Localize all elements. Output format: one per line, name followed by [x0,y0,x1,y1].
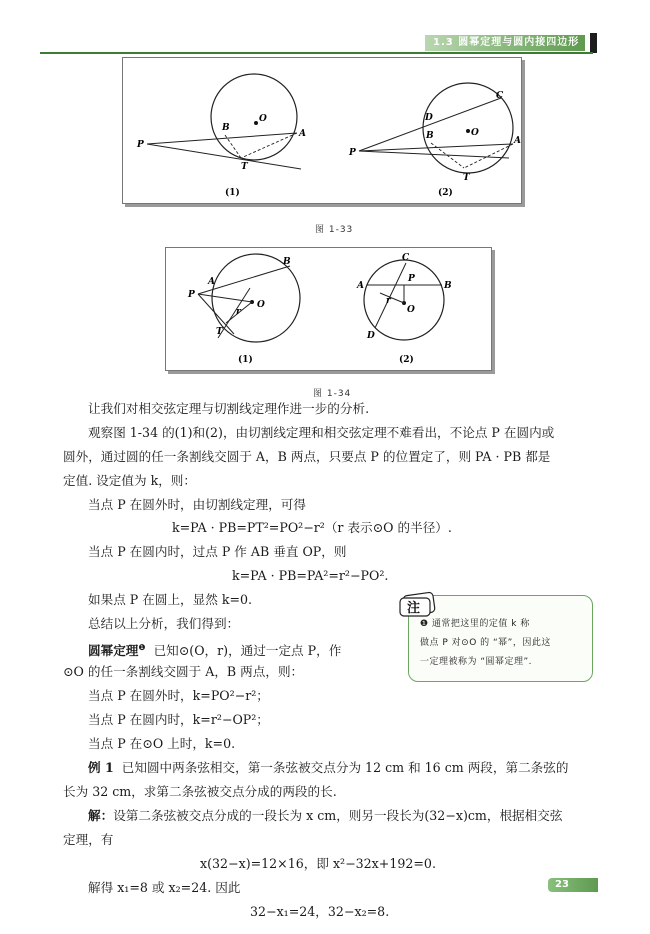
note-line-1: ❶ 通常把这里的定值 k 称 [420,619,530,629]
fig34-1-label-T: T [216,327,223,337]
fig34-1-label-P: P [188,290,195,300]
fig33-2-label-D: D [425,113,433,123]
para-inside: 当点 P 在圆内时，过点 P 作 AB 垂直 OP，则 [88,544,347,559]
theorem-case-on: 当点 P 在⊙O 上时，k=0. [88,736,236,751]
fig34-2-label-D: D [367,331,375,341]
solution-answer: 32−x₁=24，32−x₂=8. [250,904,390,919]
fig33-1-label-P: P [137,140,144,150]
fig33-2-label-P: P [349,148,356,158]
theorem-line-2: ⊙O 的任一条割线交圆于 A，B 两点，则： [63,664,304,679]
fig33-1-label-T: T [241,162,248,172]
formula-outside: k=PA · PB=PT²=PO²−r²（r 表示⊙O 的半径）. [172,520,452,535]
fig33-1-sublabel: (1) [225,188,240,198]
figure-1-33-drawing [123,58,521,203]
fig34-1-label-r: r [236,307,241,317]
theorem-case-outside: 当点 P 在圆外时，k=PO²−r²； [88,688,269,703]
fig33-2-label-A: A [514,136,521,146]
figure-1-33 [122,57,522,204]
fig34-1-label-O: O [257,300,265,310]
para-intro: 让我们对相交弦定理与切割线定理作进一步的分析. [88,401,370,416]
theorem-line-1 [88,638,341,661]
figure-1-34-caption: 图 1-34 [313,389,352,399]
example-line-1 [88,758,568,778]
formula-inside: k=PA · PB=PA²=r²−PO². [232,568,389,583]
solution-line-2: 定理，有 [63,832,114,847]
page-number: 23 [555,879,569,890]
example-line-2: 长为 32 cm，求第二条弦被交点分成的两段的长. [63,784,337,799]
para-observe-3: 定值. 设定值为 k，则： [63,473,196,488]
para-outside: 当点 P 在圆外时，由切割线定理，可得 [88,497,306,512]
solution-roots: 解得 x₁=8 或 x₂=24. 因此 [88,880,241,895]
fig34-2-label-C: C [402,253,410,263]
fig34-2-label-A: A [357,281,364,291]
figure-1-34 [165,247,492,371]
fig34-2-sublabel: (2) [399,355,414,365]
fig34-1-label-B: B [283,257,291,267]
fig33-2-label-O: O [471,128,479,138]
fig33-1-label-O: O [259,114,267,124]
fig33-2-label-B: B [426,131,434,141]
figure-1-34-drawing [166,248,491,370]
theorem-footnote-mark: ❶ [138,643,146,652]
para-observe-1: 观察图 1-34 的(1)和(2)，由切割线定理和相交弦定理不难看出，不论点 P 在圆内或 [88,425,555,440]
solution-label: 解： [88,808,114,823]
fig34-2-label-O: O [407,305,415,315]
note-tab-icon [396,588,446,618]
theorem-case-inside: 当点 P 在圆内时，k=r²−OP²； [88,712,269,727]
section-header: 1.3 圆幂定理与圆内接四边形 [425,35,585,51]
solution-equation: x(32−x)=12×16，即 x²−32x+192=0. [200,856,436,871]
fig34-2-label-r: r [386,296,391,306]
note-line-3: 一定理被称为 “圆幂定理”. [420,657,533,667]
theorem-text-1: 已知⊙(O，r)，通过一定点 P，作 [153,643,342,659]
solution-text-1: 设第二条弦被交点分成的一段长为 x cm，则另一段长为(32−x)cm，根据相交弦 [113,808,563,823]
note-line-2: 做点 P 对⊙O 的 “幂”，因此这 [420,638,551,648]
fig33-2-label-T: T [463,173,470,183]
example-text-1: 已知圆中两条弦相交，第一条弦被交点分为 12 cm 和 16 cm 两段，第二条弦的 [121,760,569,775]
header-rule [40,52,593,54]
fig34-2-label-P: P [408,274,415,284]
example-label: 例 1 [88,760,114,775]
header-bar [590,33,597,53]
fig33-2-label-C: C [496,91,504,101]
figure-1-33-caption: 图 1-33 [315,225,354,235]
theorem-title: 圆幂定理 [88,643,139,659]
solution-line-1 [88,806,562,826]
fig33-1-label-A: A [299,129,306,139]
fig34-1-sublabel: (1) [238,355,253,365]
para-on-circle: 如果点 P 在圆上，显然 k=0. [88,592,253,607]
fig34-1-label-A: A [208,277,215,287]
fig34-2-label-B: B [444,281,452,291]
fig33-1-label-B: B [222,123,230,133]
para-observe-2: 圆外，通过圆的任一条割线交圆于 A，B 两点，只要点 P 的位置定了，则 PA · PB 都是 [63,449,551,464]
fig33-2-sublabel: (2) [438,188,453,198]
note-tab-label: 注 [407,601,421,616]
para-summary: 总结以上分析，我们得到： [88,616,240,631]
